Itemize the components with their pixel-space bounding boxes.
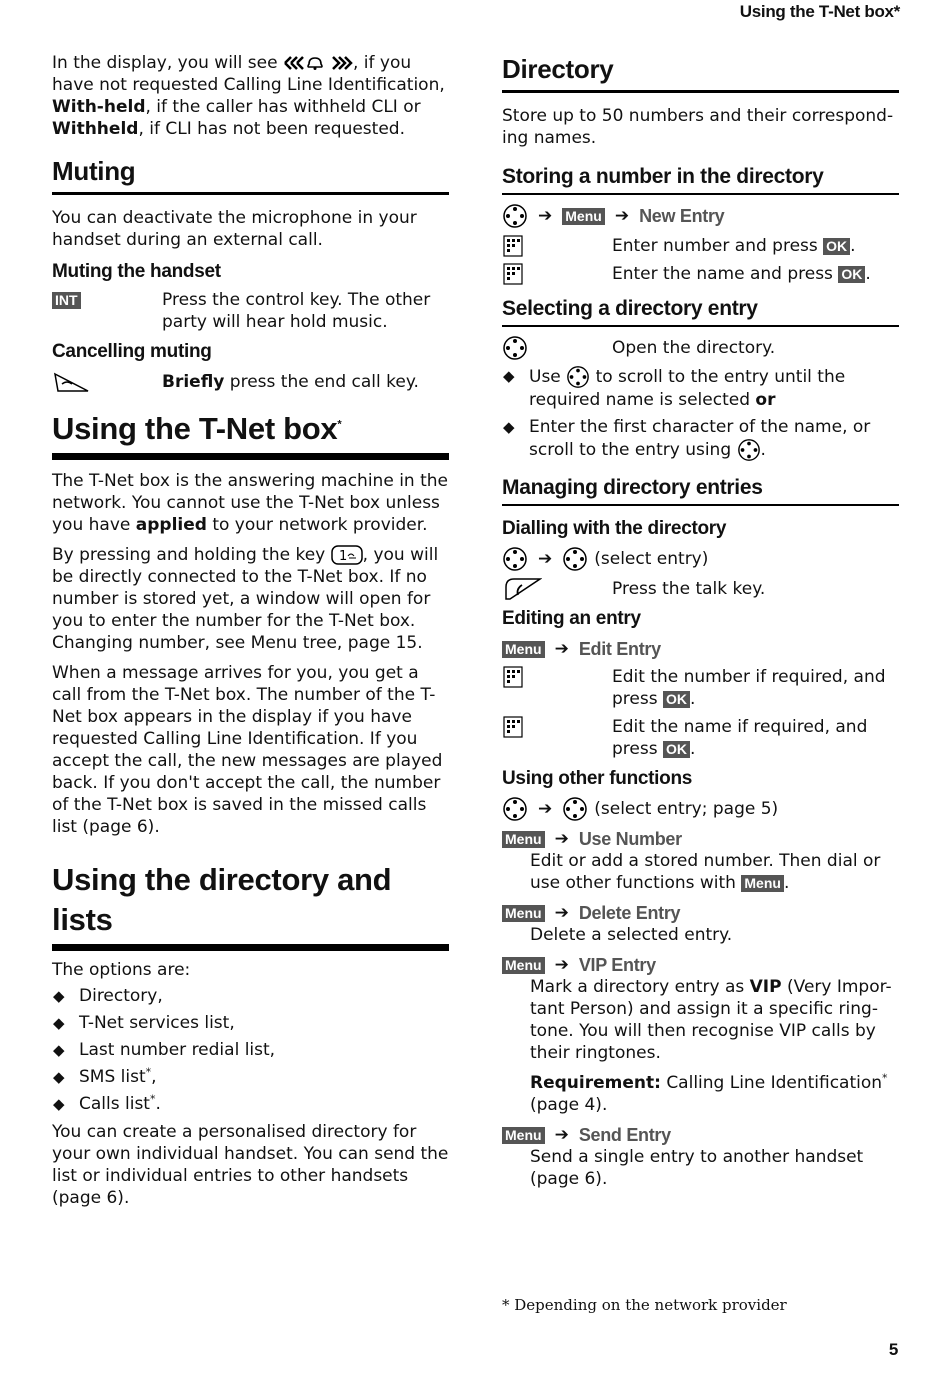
tnet-paragraph-3: When a message arrives for you, you get a call from the T-Net box. The number of the T-Net box appears in the display if you have requested Calling Line Identification. If you accept the call, the new messages are played back. If you don't accept the call, the number of the T-Net box is saved in the missed calls list (page 6). — [52, 663, 443, 837]
use-number-text: Edit or add a stored number. Then dial or use other functions with Menu . — [530, 851, 881, 893]
menu-key: Menu — [502, 905, 545, 922]
control-key-icon — [502, 796, 528, 822]
ok-key: OK — [838, 266, 865, 283]
managing-title: Managing directory entries — [502, 474, 899, 506]
options-intro: The options are: — [52, 960, 191, 980]
directory-text: Store up to 50 numbers and their correspond-ing names. — [502, 106, 894, 148]
left-column — [52, 52, 449, 1217]
menu-item-new-entry: New Entry — [639, 206, 725, 226]
menu-key: Menu — [502, 957, 545, 974]
dialling-title: Dialling with the directory — [502, 518, 727, 539]
cancel-muting-step: Briefly press the end call key. — [52, 371, 449, 393]
menu-item-edit-entry: Edit Entry — [578, 639, 661, 659]
key-1-icon — [331, 545, 363, 565]
menu-item-vip-entry: VIP Entry — [578, 955, 656, 975]
storing-step-number: Enter number and press OK . — [502, 235, 899, 257]
muting-text: You can deactivate the microphone in your handset during an external call. — [52, 208, 417, 250]
talk-key-icon — [502, 577, 542, 601]
muting-handset-step: INT Press the control key. The other party will hear hold music. — [52, 289, 449, 333]
control-key-icon — [562, 546, 588, 572]
control-key-icon — [502, 335, 528, 361]
keypad-icon — [502, 666, 524, 688]
delete-entry-path — [502, 902, 899, 924]
keypad-icon — [502, 716, 524, 738]
menu-key: Menu — [502, 641, 545, 658]
dialling-talk: Press the talk key. — [502, 578, 899, 600]
send-entry-text: Send a single entry to another handset (page 6). — [530, 1147, 864, 1189]
storing-step-name: Enter the name and press OK . — [502, 263, 899, 285]
directory-lists-text: You can create a personalised directory for your own individual handset. You can send the list or individual entries to other handsets (page 6). — [52, 1122, 449, 1208]
delete-entry-text: Delete a selected entry. — [530, 925, 733, 945]
control-key-icon — [562, 796, 588, 822]
running-header: Using the T-Net box* — [739, 2, 900, 21]
vip-entry-text: Mark a directory entry as VIP (Very Impor-tant Person) and assign it a specific ring-tone. You will then recognise VIP calls by their ringtones. — [530, 977, 892, 1063]
menu-key: Menu — [741, 875, 784, 892]
control-key-icon — [566, 365, 590, 389]
ok-key: OK — [663, 691, 690, 708]
arrow-icon: ➔ — [554, 1125, 569, 1145]
other-functions-title: Using other functions — [502, 768, 693, 789]
list-item: ◆ Last number redial list, — [53, 1040, 276, 1060]
use-number-path — [502, 828, 899, 850]
menu-item-delete-entry: Delete Entry — [578, 903, 681, 923]
selecting-title: Selecting a directory entry — [502, 295, 899, 327]
arrow-icon: ➔ — [554, 829, 569, 849]
withheld-display-icon — [283, 55, 353, 71]
directory-lists-title: Using the directory and lists — [52, 860, 449, 951]
storing-path — [502, 203, 899, 229]
keypad-icon — [502, 263, 524, 285]
list-item: ◆ Calls list*. — [53, 1092, 161, 1114]
intro-text: In the display, you will see — [52, 53, 278, 73]
storing-title: Storing a number in the directory — [502, 163, 899, 195]
menu-item-send-entry: Send Entry — [578, 1125, 671, 1145]
list-item: ◆ T-Net services list, — [53, 1013, 235, 1033]
end-call-key-icon — [52, 371, 92, 393]
editing-title: Editing an entry — [502, 608, 641, 629]
tnet-paragraph-1: The T-Net box is the answering machine in the network. You cannot use the T-Net box unless you have applied to your network provider. — [52, 471, 448, 535]
menu-key: Menu — [502, 1127, 545, 1144]
list-item: ◆ Directory, — [53, 986, 163, 1006]
vip-entry-path — [502, 954, 899, 976]
control-key-icon — [502, 546, 528, 572]
muting-handset-title: Muting the handset — [52, 261, 221, 282]
muting-title: Muting — [52, 154, 449, 195]
selecting-open: Open the directory. — [502, 337, 899, 359]
arrow-icon: ➔ — [554, 955, 569, 975]
arrow-icon: ➔ — [554, 639, 569, 659]
keypad-icon — [502, 235, 524, 257]
dialling-path: ➔ (select entry) — [502, 546, 899, 572]
ok-key: OK — [823, 238, 850, 255]
footnote: * Depending on the network provider — [502, 1296, 787, 1314]
right-column — [502, 52, 899, 1198]
tnet-title: Using the T-Net box* — [52, 409, 449, 460]
arrow-icon: ➔ — [538, 206, 553, 226]
arrow-icon: ➔ — [538, 549, 553, 569]
list-item: ◆ Enter the first character of the name, or scroll to the entry using . — [503, 417, 871, 460]
cancel-muting-title: Cancelling muting — [52, 341, 212, 362]
menu-item-use-number: Use Number — [578, 829, 682, 849]
control-key-icon — [502, 203, 528, 229]
ok-key: OK — [663, 741, 690, 758]
selecting-options — [502, 365, 899, 462]
editing-path — [502, 638, 899, 660]
menu-key: Menu — [562, 208, 605, 225]
vip-requirement: Requirement: Calling Line Identification* (page 4). — [530, 1071, 888, 1115]
list-item: ◆ Use to scroll to the entry until the required name is selected or — [503, 367, 846, 410]
intro-paragraph: In the display, you will see , if you have not requested Calling Line Identification, With-held, if the caller has withheld CLI or Withheld, if CLI has not been requested. — [52, 53, 445, 139]
send-entry-path — [502, 1124, 899, 1146]
int-key-icon: INT — [52, 292, 81, 309]
edit-name-step: Edit the name if required, and press OK . — [502, 716, 899, 760]
tnet-paragraph-2: By pressing and holding the key 1 , you will be directly connected to the T-Net box. If no number is stored yet, a window will open for you to enter the number for the T-Net box. Changing number, see Menu tree, page 15. — [52, 545, 439, 653]
directory-title: Directory — [502, 52, 899, 93]
control-key-icon — [737, 438, 761, 462]
other-functions-path: ➔ (select entry; page 5) — [502, 796, 899, 822]
options-list — [52, 985, 449, 1115]
arrow-icon: ➔ — [614, 206, 630, 226]
arrow-icon: ➔ — [554, 903, 569, 923]
svg-text:1: 1 — [338, 549, 347, 564]
page-number: 5 — [888, 1340, 898, 1359]
arrow-icon: ➔ — [538, 799, 553, 819]
edit-number-step: Edit the number if required, and press OK . — [502, 666, 899, 710]
menu-key: Menu — [502, 831, 545, 848]
list-item: ◆ SMS list*, — [53, 1065, 157, 1087]
